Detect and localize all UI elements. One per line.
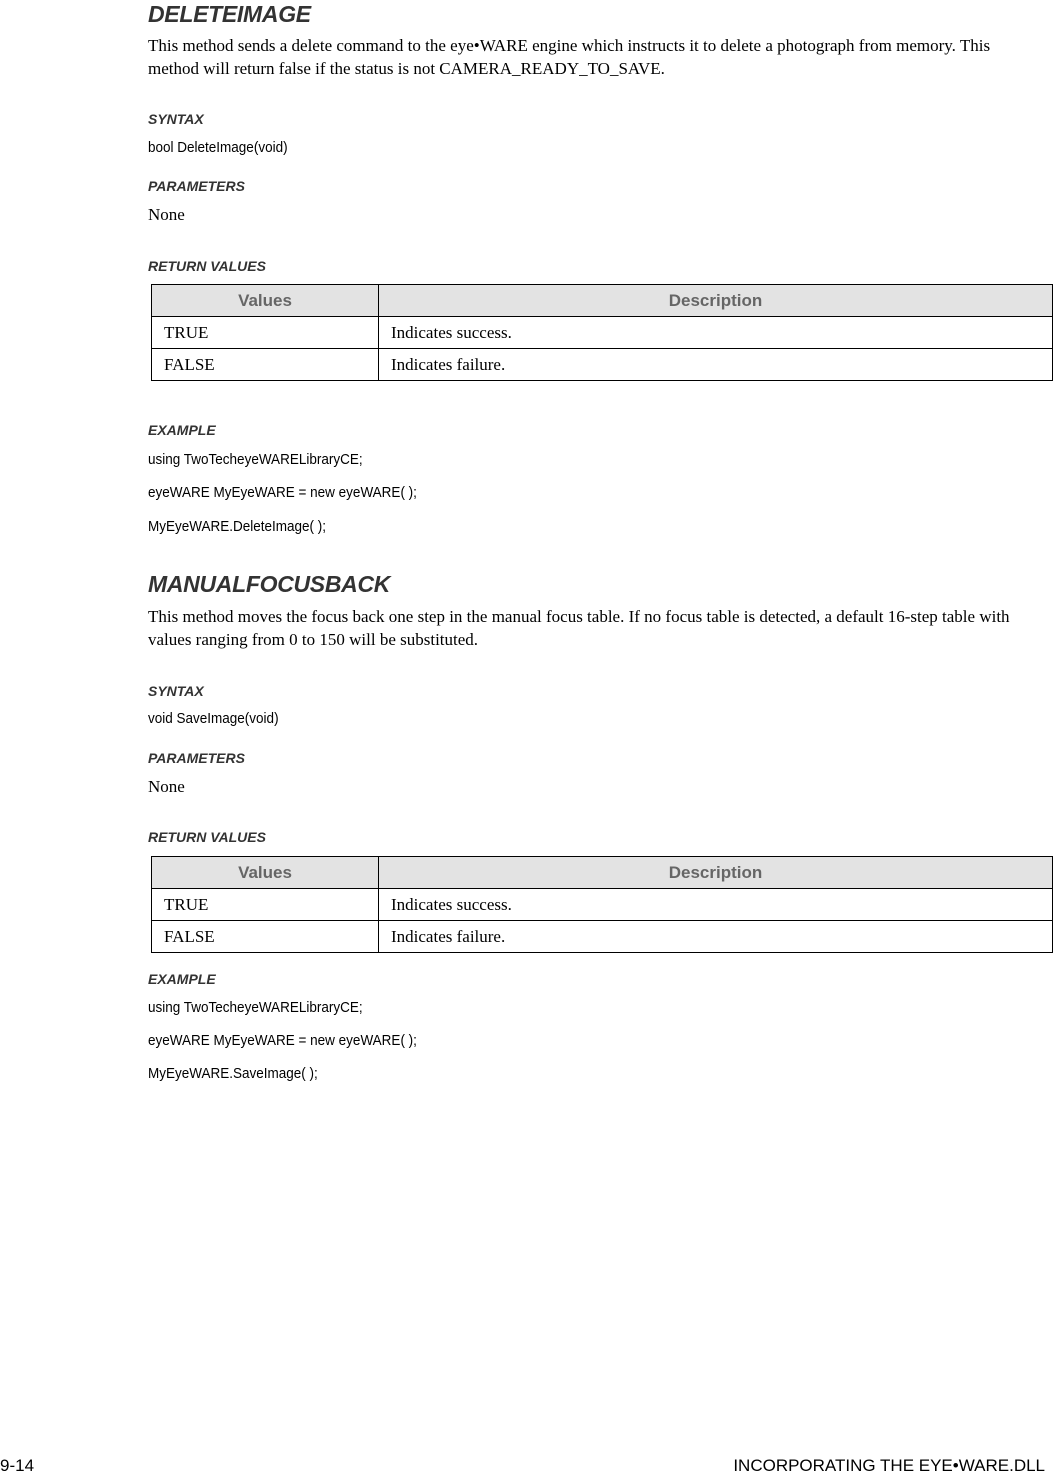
table-cell-value: FALSE: [152, 349, 379, 381]
method-description: This method moves the focus back one step in the manual focus table. If no focus table is detected, a default 16-step table with values ranging from 0 to 150 will be substituted.: [148, 607, 1010, 649]
table-cell-description: Indicates failure.: [379, 349, 1053, 381]
parameters-heading: PARAMETERS: [148, 750, 245, 766]
table-row: [152, 317, 1053, 349]
table-header-row: [152, 857, 1053, 889]
example-line: MyEyeWARE.DeleteImage( );: [148, 518, 327, 535]
example-heading: EXAMPLE: [148, 422, 216, 438]
table-header-description: Description: [379, 285, 1053, 317]
table-cell-value: TRUE: [152, 317, 379, 349]
table-header-row: [152, 285, 1053, 317]
table-header-description: Description: [379, 857, 1053, 889]
table-cell-description: Indicates failure.: [379, 921, 1053, 953]
example-heading: EXAMPLE: [148, 971, 216, 987]
syntax-heading: SYNTAX: [148, 111, 204, 127]
method-title: MANUALFOCUSBACK: [148, 571, 391, 597]
example-line: eyeWARE MyEyeWARE = new eyeWARE( );: [148, 484, 417, 501]
return-values-table: [151, 856, 1053, 953]
method-title: DELETEIMAGE: [148, 1, 311, 27]
parameters-value: None: [148, 205, 185, 224]
table-header-values: Values: [152, 285, 379, 317]
syntax-code: void SaveImage(void): [148, 710, 279, 727]
syntax-heading: SYNTAX: [148, 683, 204, 699]
example-line: using TwoTecheyeWARELibraryCE;: [148, 999, 363, 1016]
parameters-value: None: [148, 777, 185, 796]
example-line: eyeWARE MyEyeWARE = new eyeWARE( );: [148, 1032, 417, 1049]
method-description: This method sends a delete command to the eye•WARE engine which instructs it to delete a photograph from memory. This method will return false if the status is not CAMERA_READY_TO_SAVE.: [148, 36, 991, 78]
return-values-heading: RETURN VALUES: [148, 258, 266, 274]
table-cell-description: Indicates success.: [379, 317, 1053, 349]
table-cell-description: Indicates success.: [379, 889, 1053, 921]
parameters-heading: PARAMETERS: [148, 178, 245, 194]
table-cell-value: TRUE: [152, 889, 379, 921]
table-cell-value: FALSE: [152, 921, 379, 953]
syntax-code: bool DeleteImage(void): [148, 139, 288, 156]
table-row: [152, 921, 1053, 953]
return-values-table: [151, 284, 1053, 381]
table-row: [152, 349, 1053, 381]
table-header-values: Values: [152, 857, 379, 889]
example-line: using TwoTecheyeWARELibraryCE;: [148, 451, 363, 468]
return-values-heading: RETURN VALUES: [148, 829, 266, 845]
footer-page-number: 9-14: [0, 1456, 35, 1475]
table-row: [152, 889, 1053, 921]
example-line: MyEyeWARE.SaveImage( );: [148, 1065, 318, 1082]
footer-chapter-title: INCORPORATING THE EYE•WARE.DLL: [733, 1456, 1045, 1475]
